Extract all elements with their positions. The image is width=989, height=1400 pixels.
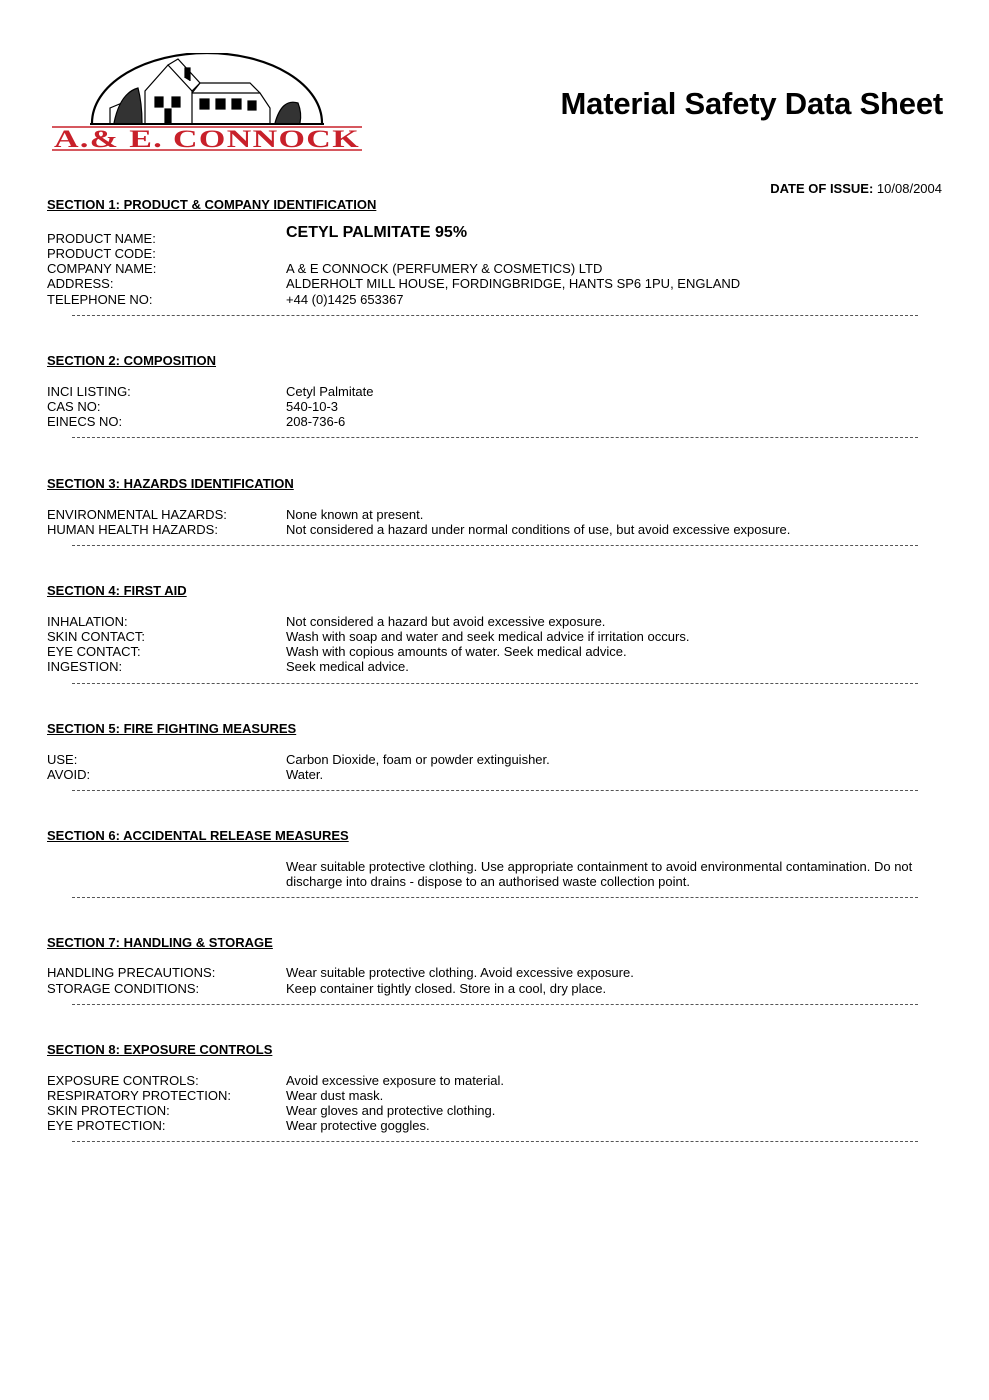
section-1-heading: SECTION 1: PRODUCT & COMPANY IDENTIFICATION (47, 197, 377, 212)
document-title: Material Safety Data Sheet (560, 86, 943, 121)
field-value: Carbon Dioxide, foam or powder extinguisher. (286, 752, 550, 767)
section-5-heading: SECTION 5: FIRE FIGHTING MEASURES (47, 721, 297, 736)
section-8-heading: SECTION 8: EXPOSURE CONTROLS (47, 1042, 273, 1057)
section-6-heading: SECTION 6: ACCIDENTAL RELEASE MEASURES (47, 828, 349, 843)
field-label: PRODUCT NAME: (47, 231, 156, 246)
company-logo (50, 53, 364, 157)
field-label: EYE CONTACT: (47, 644, 141, 659)
field-value: None known at present. (286, 507, 424, 522)
section-2-heading: SECTION 2: COMPOSITION (47, 353, 217, 368)
field-value: ALDERHOLT MILL HOUSE, FORDINGBRIDGE, HANTS SP6 1PU, ENGLAND (286, 276, 741, 291)
field-value: 540-10-3 (286, 399, 339, 414)
field-label: SKIN CONTACT: (47, 629, 145, 644)
field-label: INCI LISTING: (47, 384, 131, 399)
field-label: COMPANY NAME: (47, 261, 157, 276)
field-label: PRODUCT CODE: (47, 246, 156, 261)
field-label: AVOID: (47, 767, 91, 782)
section-7-heading: SECTION 7: HANDLING & STORAGE (47, 935, 273, 950)
field-label: USE: (47, 752, 78, 767)
date-of-issue (770, 181, 942, 196)
field-label: EYE PROTECTION: (47, 1118, 166, 1133)
field-label: HUMAN HEALTH HAZARDS: (47, 522, 218, 537)
section-divider (72, 315, 918, 316)
field-label: INHALATION: (47, 614, 128, 629)
field-value: +44 (0)1425 653367 (286, 292, 404, 307)
logo-text: A.& E. CONNOCK (54, 126, 360, 153)
field-label: ADDRESS: (47, 276, 114, 291)
field-value: Not considered a hazard under normal conditions of use, but avoid excessive exposure. (286, 522, 791, 537)
date-of-issue-label: DATE OF ISSUE: (770, 181, 874, 196)
section-divider (72, 1004, 918, 1005)
mill-house-illustration (90, 59, 324, 124)
field-value: Water. (286, 767, 324, 782)
field-label: STORAGE CONDITIONS: (47, 981, 200, 996)
section-divider (72, 683, 918, 684)
field-value: A & E CONNOCK (PERFUMERY & COSMETICS) LTD (286, 261, 603, 276)
field-value: Cetyl Palmitate (286, 384, 374, 399)
field-value: Avoid excessive exposure to material. (286, 1073, 504, 1088)
field-label: EINECS NO: (47, 414, 123, 429)
field-label: TELEPHONE NO: (47, 292, 153, 307)
field-value: Wash with copious amounts of water. Seek medical advice. (286, 644, 627, 659)
field-label: EXPOSURE CONTROLS: (47, 1073, 199, 1088)
accidental-release-text: Wear suitable protective clothing. Use appropriate containment to avoid environmental contamination. Do not discharge into drains - dispose to an authorised waste collection point. (286, 859, 913, 890)
field-value: Wear protective goggles. (286, 1118, 430, 1133)
field-label: RESPIRATORY PROTECTION: (47, 1088, 231, 1103)
field-value: Wear suitable protective clothing. Avoid excessive exposure. (286, 965, 634, 980)
field-value: Keep container tightly closed. Store in a cool, dry place. (286, 981, 607, 996)
section-divider (72, 437, 918, 438)
field-value: Seek medical advice. (286, 659, 409, 674)
field-value: Wear gloves and protective clothing. (286, 1103, 496, 1118)
field-value: Wash with soap and water and seek medical advice if irritation occurs. (286, 629, 690, 644)
section-divider (72, 790, 918, 791)
section-divider (72, 897, 918, 898)
section-3-heading: SECTION 3: HAZARDS IDENTIFICATION (47, 476, 294, 491)
field-label: ENVIRONMENTAL HAZARDS: (47, 507, 227, 522)
section-divider (72, 1141, 918, 1142)
date-of-issue-value: 10/08/2004 (876, 181, 942, 196)
field-value: 208-736-6 (286, 414, 346, 429)
product-name-value: CETYL PALMITATE 95% (286, 224, 468, 241)
field-label: SKIN PROTECTION: (47, 1103, 170, 1118)
field-label: HANDLING PRECAUTIONS: (47, 965, 216, 980)
section-4-heading: SECTION 4: FIRST AID (47, 583, 187, 598)
field-value: Not considered a hazard but avoid excessive exposure. (286, 614, 606, 629)
field-label: CAS NO: (47, 399, 101, 414)
field-value: Wear dust mask. (286, 1088, 384, 1103)
section-divider (72, 545, 918, 546)
field-label: INGESTION: (47, 659, 123, 674)
